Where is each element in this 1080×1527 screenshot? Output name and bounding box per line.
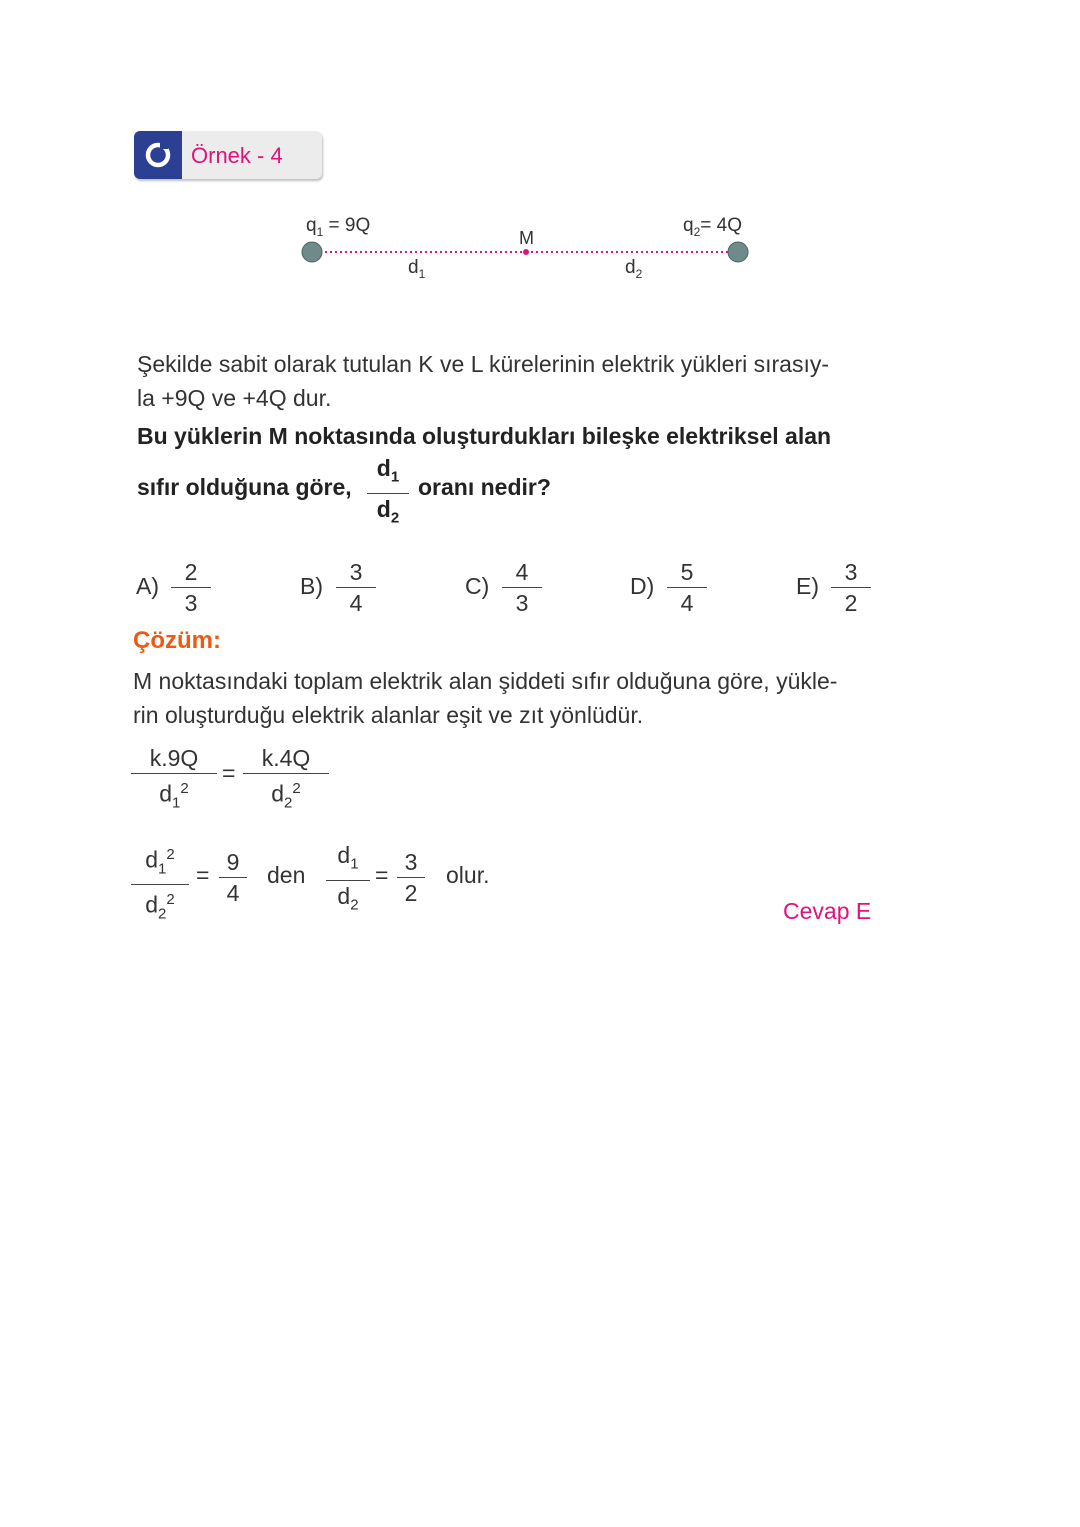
- d2-label: $d_2$: [625, 257, 643, 281]
- option-b-fraction[interactable]: $\frac{3}{4}$: [336, 559, 376, 617]
- solution-title: Çözüm:: [133, 627, 221, 654]
- solution-line-1: M noktasındaki toplam elektrik alan şiddeti sıfır olduğuna göre, yükle-: [133, 668, 838, 694]
- option-c-letter[interactable]: C): [465, 573, 490, 599]
- example-badge: [134, 131, 322, 179]
- equation-1-left-fraction: $\frac{k.9Q}{d_1^2}$: [131, 745, 217, 817]
- option-c-fraction[interactable]: $\frac{4}{3}$: [502, 559, 542, 617]
- option-a-letter[interactable]: A): [136, 573, 159, 599]
- equation-3-ratio-fraction: $\frac{d_1}{d_2}$: [326, 842, 370, 919]
- d1-label: $d_1$: [408, 257, 426, 281]
- question-ratio-fraction: $\frac{d_1}{d_2}$: [367, 455, 409, 532]
- question-line-1: Şekilde sabit olarak tutulan K ve L kürelerinin elektrik yükleri sırasıy-: [137, 351, 829, 377]
- circular-arrow-icon: [134, 131, 182, 179]
- equation-2-value-fraction: $\frac{9}{4}$: [219, 849, 247, 907]
- equation-1-right-fraction: $\frac{k.4Q}{d_2^2}$: [243, 745, 329, 817]
- badge-icon-box: [134, 131, 182, 179]
- charge-diagram: [290, 205, 770, 295]
- equation-2-left-fraction: $\frac{d_1^2}{d_2^2}$: [131, 842, 189, 929]
- question-bold-line-2-post: oranı nedir?: [418, 474, 551, 500]
- equation-1-equals: =: [222, 760, 236, 786]
- badge-label: Örnek - 4: [191, 143, 283, 168]
- option-e-letter[interactable]: E): [796, 573, 819, 599]
- equation-3-equals: =: [375, 862, 389, 888]
- point-m-dot: [523, 249, 529, 255]
- equation-3-value-fraction: $\frac{3}{2}$: [397, 849, 425, 907]
- olur-word: olur.: [446, 862, 490, 888]
- option-e-fraction[interactable]: $\frac{3}{2}$: [831, 559, 871, 617]
- equation-2-equals: =: [196, 862, 210, 888]
- charge-q1-sphere: [302, 242, 322, 262]
- q2-label: $q_2= 4Q$: [683, 215, 742, 239]
- answer-label: Cevap E: [783, 898, 872, 924]
- question-bold-line-1: Bu yüklerin M noktasında oluşturdukları bileşke elektriksel alan: [137, 423, 832, 449]
- solution-line-2: rin oluşturduğu elektrik alanlar eşit ve zıt yönlüdür.: [133, 702, 644, 728]
- question-bold-line-2-pre: sıfır olduğuna göre,: [137, 474, 352, 500]
- den-word: den: [267, 862, 306, 888]
- charge-q2-sphere: [728, 242, 748, 262]
- m-label: M: [519, 228, 534, 248]
- option-d-letter[interactable]: D): [630, 573, 655, 599]
- option-b-letter[interactable]: B): [300, 573, 323, 599]
- question-line-2: la +9Q ve +4Q dur.: [137, 385, 332, 411]
- q1-label: $q_1 = 9Q$: [306, 215, 371, 239]
- option-a-fraction[interactable]: $\frac{2}{3}$: [171, 559, 211, 617]
- option-d-fraction[interactable]: $\frac{5}{4}$: [667, 559, 707, 617]
